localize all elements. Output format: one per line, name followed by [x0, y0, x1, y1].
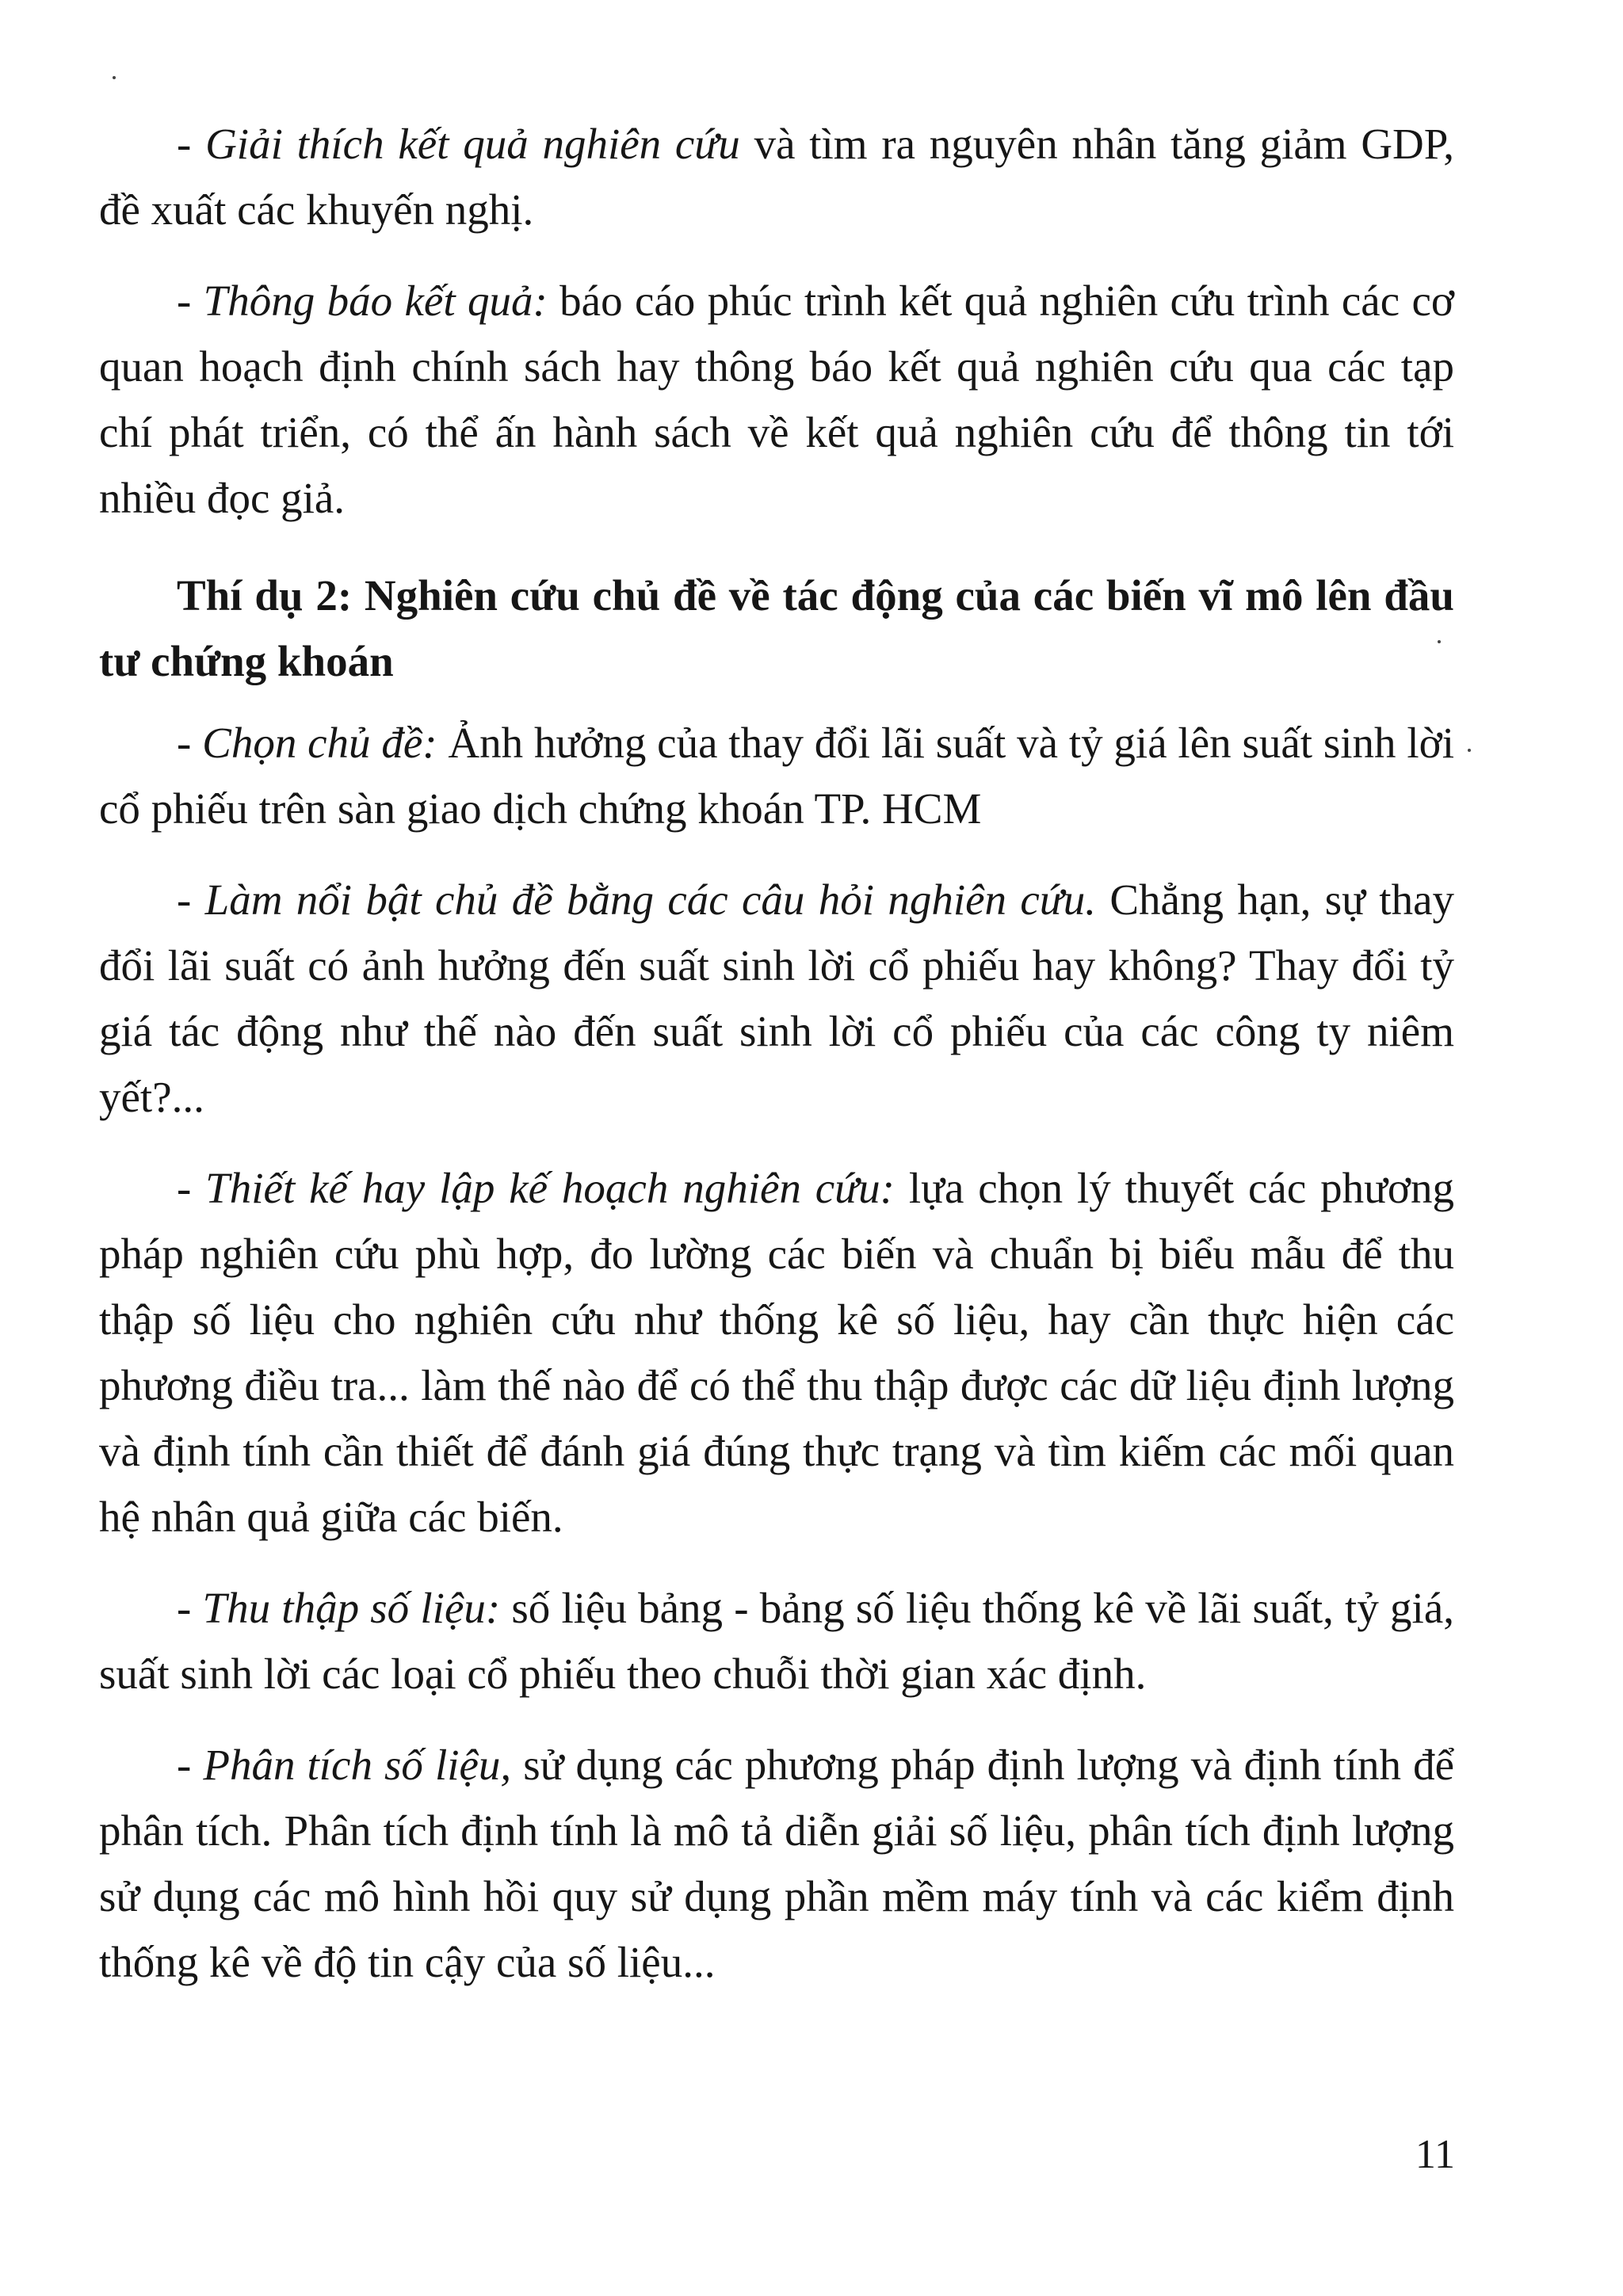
- paragraph-text: và tìm ra nguyên nhân tăng giảm GDP, đề xuất các khuyến nghị.: [99, 120, 1454, 234]
- scan-speck: [1438, 640, 1441, 643]
- paragraph-choose-topic: [99, 710, 1454, 841]
- scan-speck: [1468, 749, 1471, 752]
- paragraph-lead: - Chọn chủ đề:: [177, 719, 437, 767]
- paragraph-data-collection: [99, 1575, 1454, 1707]
- paragraph-text: Chẳng hạn, sự thay đổi lãi suất có ảnh hưởng đến suất sinh lời cổ phiếu hay không? Thay đổi tỷ giá tác động như thế nào đến suất sinh lời cổ phiếu của các công ty niêm yết?...: [99, 875, 1455, 1121]
- section-heading: Thí dụ 2: Nghiên cứu chủ đề về tác động của các biến vĩ mô lên đầu tư chứng khoán: [99, 571, 1454, 685]
- paragraph-lead: - Thiết kế hay lập kế hoạch nghiên cứu:: [177, 1164, 895, 1212]
- page-number: 11: [1415, 2132, 1455, 2177]
- paragraph-announce-results: [99, 268, 1454, 531]
- paragraph-text: Ảnh hưởng của thay đổi lãi suất và tỷ giá lên suất sinh lời cổ phiếu trên sàn giao dịch chứng khoán TP. HCM: [99, 719, 1455, 833]
- paragraph-lead: - Làm nổi bật chủ đề bằng các câu hỏi nghiên cứu.: [177, 875, 1097, 924]
- paragraph-research-questions: [99, 867, 1454, 1130]
- scan-speck: [113, 76, 116, 79]
- paragraph-text: báo cáo phúc trình kết quả nghiên cứu trình các cơ quan hoạch định chính sách hay thông báo kết quả nghiên cứu qua các tạp chí phát triển, có thể ấn hành sách về kết quả nghiên cứu để thông tin tới nhiều đọc giả.: [99, 277, 1454, 522]
- paragraph-explain-results: [99, 111, 1454, 242]
- paragraph-research-design: [99, 1155, 1454, 1550]
- paragraph-text: sử dụng các phương pháp định lượng và định tính để phân tích. Phân tích định tính là mô tả diễn giải số liệu, phân tích định lượng sử dụng các mô hình hồi quy sử dụng phần mềm máy tính và các kiểm định thống kê về độ tin cậy của số liệu...: [99, 1741, 1455, 1986]
- paragraph-lead: - Giải thích kết quả nghiên cứu: [177, 120, 740, 168]
- paragraph-lead: - Thu thập số liệu:: [177, 1584, 501, 1632]
- paragraph-lead: - Phân tích số liệu,: [177, 1741, 512, 1789]
- page-body: [99, 111, 1454, 2020]
- paragraph-text: lựa chọn lý thuyết các phương pháp nghiên cứu phù hợp, đo lường các biến và chuẩn bị biểu mẫu để thu thập số liệu cho nghiên cứu như thống kê số liệu, hay cần thực hiện các phương điều tra... làm thế nào để có thể thu thập được các dữ liệu định lượng và định tính cần thiết để đánh giá đúng thực trạng và tìm kiếm các mối quan hệ nhân quả giữa các biến.: [99, 1164, 1455, 1541]
- paragraph-lead: - Thông báo kết quả:: [177, 277, 548, 325]
- paragraph-data-analysis: [99, 1732, 1454, 1995]
- paragraph-text: số liệu bảng - bảng số liệu thống kê về lãi suất, tỷ giá, suất sinh lời các loại cổ phiếu theo chuỗi thời gian xác định.: [99, 1584, 1454, 1698]
